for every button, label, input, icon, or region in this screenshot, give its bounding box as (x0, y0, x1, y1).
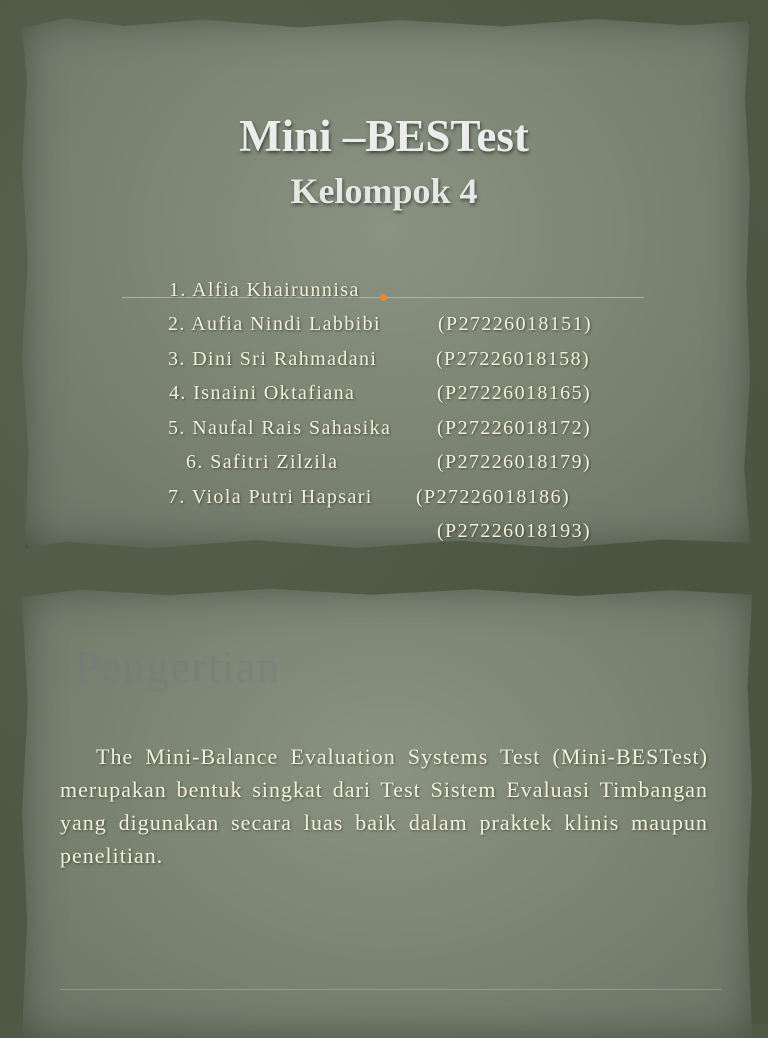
member-name: 7. Viola Putri Hapsari (168, 485, 373, 508)
member-id: (P27226018179) (437, 451, 592, 473)
member-name: 1. Alfia Khairunnisa (169, 278, 360, 301)
slide-subtitle: Kelompok 4 (290, 171, 478, 211)
member-name: 4. Isnaini Oktafiana (169, 382, 356, 404)
member-id: (P27226018165) (437, 382, 592, 404)
member-name: 6. Safitri Zilzila (186, 451, 339, 473)
member-id: (P27226018186) (416, 485, 571, 508)
member-name: 3. Dini Sri Rahmadani (168, 347, 378, 370)
body-paragraph: The Mini-Balance Evaluation Systems Test (Mini-BESTest) merupakan bentuk singkat dari Test Sistem Evaluasi Timbangan yang digunakan secara luas baik dalam praktek klinis maupun penelitian. (60, 744, 708, 868)
member-list (0, 238, 768, 542)
section-heading: Pengertian (74, 641, 281, 692)
member-id: (P27226018158) (436, 347, 591, 370)
member-name: 5. Naufal Rais Sahasika (168, 416, 392, 439)
member-id: (P27226018172) (437, 416, 592, 439)
slide-title: Mini –BESTest (239, 111, 529, 161)
member-id: (P27226018151) (438, 313, 593, 335)
footer-divider-line (60, 989, 722, 990)
member-id: (P27226018193) (437, 520, 592, 542)
member-name: 2. Aufia Nindi Labbibi (168, 313, 381, 335)
